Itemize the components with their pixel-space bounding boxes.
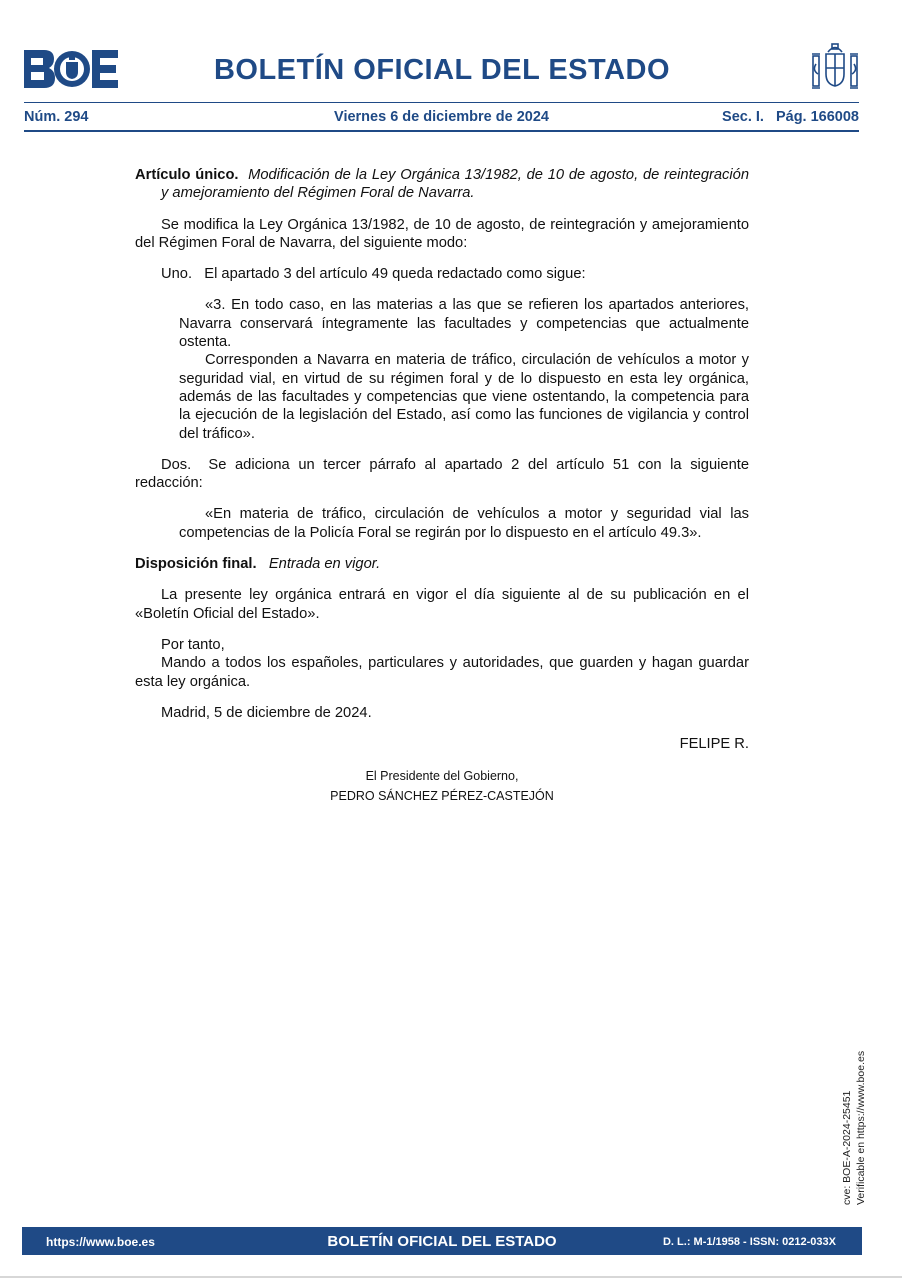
article-intro: Se modifica la Ley Orgánica 13/1982, de 10 de agosto, de reintegración y amejoramiento del Régimen Foral de Navarra, del siguiente modo: [135, 216, 749, 251]
page-number: Pág. 166008 [775, 109, 859, 125]
final-provision-heading [135, 555, 749, 573]
quote-49-para-1: «3. En todo caso, en las materias a las que se refieren los apartados anteriores, Navarra conservará íntegramente las facultades y competencias que actualmente ostenta. [179, 297, 749, 351]
uno-text: El apartado 3 del artículo 49 queda redactado como sigue: [204, 266, 586, 283]
president-title: El Presidente del Gobierno, [365, 769, 519, 784]
verification-note [840, 1005, 880, 1205]
coat-of-arms-icon [810, 42, 860, 94]
president-name: PEDRO SÁNCHEZ PÉREZ-CASTEJÓN [330, 789, 554, 804]
mando-text: Mando a todos los españoles, particulares y autoridades, que guarden y hagan guardar esta ley orgánica. [135, 655, 749, 690]
section-label: Sec. I. [722, 109, 764, 125]
page-bottom-edge [0, 1276, 902, 1278]
document-body [135, 166, 749, 806]
issue-date: Viernes 6 de diciembre de 2024 [334, 109, 549, 125]
promulgation-block [135, 636, 749, 691]
verification-url: Verificable en https://www.boe.es [855, 1050, 867, 1205]
cve-code: cve: BOE-A-2024-25451 [841, 1090, 853, 1205]
footer-title: BOLETÍN OFICIAL DEL ESTADO [327, 1233, 557, 1250]
king-signature: FELIPE R. [679, 736, 749, 753]
section-page [722, 109, 859, 125]
quote-49-para-2: Corresponden a Navarra en materia de tráfico, circulación de vehículos a motor y seguridad vial, en virtud de su régimen foral y de lo dispuesto en esta ley orgánica, además de las facultades y competencias que viene ostentando, la competencia para la ejecución de la legislación del Estado, así como las funciones de vigilancia y control del tráfico». [179, 352, 749, 442]
quote-51-para: «En materia de tráfico, circulación de vehículos a motor y seguridad vial las competencias de la Policía Foral se regirán por lo dispuesto en el artículo 49.3». [179, 506, 749, 541]
issue-meta-row [24, 109, 859, 127]
dos-label: Dos. [161, 456, 192, 473]
uno-label: Uno. [161, 266, 193, 283]
article-subject: Modificación de la Ley Orgánica 13/1982, de 10 de agosto, de reintegración y amejoramiento del Régimen Foral de Navarra. [161, 167, 749, 202]
president-block [135, 766, 749, 806]
final-subject: Entrada en vigor. [268, 556, 381, 573]
final-provision-text: La presente ley orgánica entrará en vigor el día siguiente al de su publicación en el «Boletín Oficial del Estado». [135, 587, 749, 622]
place-date: Madrid, 5 de diciembre de 2024. [161, 704, 372, 721]
article-label: Artículo único. [135, 167, 239, 183]
paragraph-uno [135, 265, 749, 283]
paragraph-dos [135, 456, 749, 493]
footer-url[interactable]: https://www.boe.es [46, 1235, 155, 1249]
header-rule-top [24, 102, 859, 103]
dos-text: Se adiciona un tercer párrafo al apartado 2 del artículo 51 con la siguiente redacción: [135, 456, 749, 492]
footer-bar [22, 1227, 862, 1255]
por-tanto: Por tanto, [161, 636, 225, 653]
footer-legal: D. L.: M-1/1958 - ISSN: 0212-033X [662, 1236, 836, 1248]
issue-number: Núm. 294 [24, 109, 89, 125]
header-rule-bottom [24, 130, 859, 132]
quote-article-49 [179, 296, 749, 442]
gazette-title: BOLETÍN OFICIAL DEL ESTADO [213, 54, 671, 86]
article-heading [135, 166, 749, 203]
quote-article-51 [179, 505, 749, 542]
final-label: Disposición final. [135, 556, 257, 573]
